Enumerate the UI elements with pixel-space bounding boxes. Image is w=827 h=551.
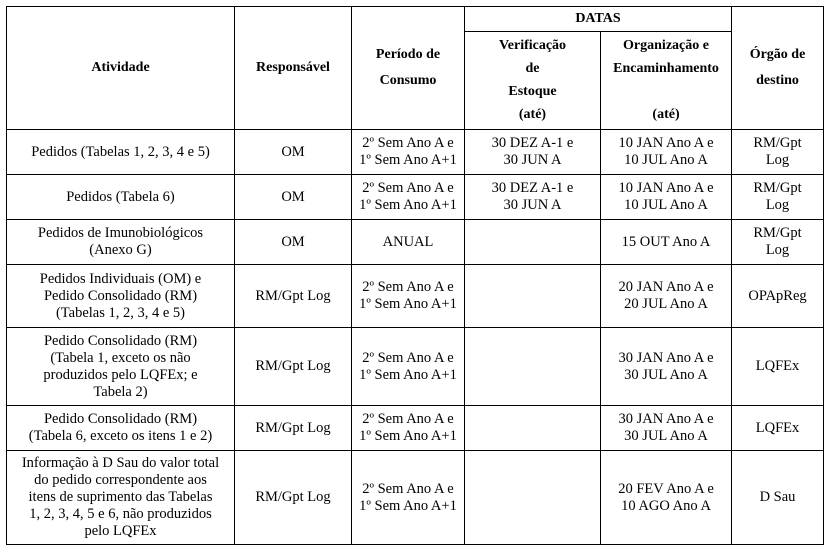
cell-periodo: ANUAL	[352, 220, 465, 265]
cell-responsavel: OM	[235, 130, 352, 175]
cell-organizacao: 30 JAN Ano A e 30 JUL Ano A	[601, 406, 732, 451]
cell-verificacao	[465, 265, 601, 328]
header-responsavel: Responsável	[235, 7, 352, 130]
cell-periodo: 2º Sem Ano A e 1º Sem Ano A+1	[352, 328, 465, 406]
cell-organizacao: 20 FEV Ano A e 10 AGO Ano A	[601, 451, 732, 545]
header-periodo: Período de Consumo	[352, 7, 465, 130]
cell-verificacao	[465, 220, 601, 265]
header-organizacao: Organização e Encaminhamento (até)	[601, 31, 732, 129]
table-row	[7, 130, 824, 175]
schedule-table	[6, 6, 824, 545]
cell-orgao: RM/Gpt Log	[732, 175, 824, 220]
cell-orgao: D Sau	[732, 451, 824, 545]
cell-responsavel: OM	[235, 220, 352, 265]
cell-orgao: RM/Gpt Log	[732, 220, 824, 265]
cell-verificacao	[465, 328, 601, 406]
table-row	[7, 265, 824, 328]
header-atividade: Atividade	[7, 7, 235, 130]
cell-responsavel: OM	[235, 175, 352, 220]
cell-periodo: 2º Sem Ano A e 1º Sem Ano A+1	[352, 130, 465, 175]
cell-verificacao	[465, 451, 601, 545]
table-row	[7, 406, 824, 451]
cell-responsavel: RM/Gpt Log	[235, 265, 352, 328]
cell-atividade: Pedidos (Tabelas 1, 2, 3, 4 e 5)	[7, 130, 235, 175]
cell-atividade: Pedidos (Tabela 6)	[7, 175, 235, 220]
cell-verificacao: 30 DEZ A-1 e 30 JUN A	[465, 175, 601, 220]
cell-orgao: LQFEx	[732, 406, 824, 451]
table-row	[7, 175, 824, 220]
cell-responsavel: RM/Gpt Log	[235, 406, 352, 451]
cell-organizacao: 30 JAN Ano A e 30 JUL Ano A	[601, 328, 732, 406]
cell-atividade: Pedidos de Imunobiológicos (Anexo G)	[7, 220, 235, 265]
cell-organizacao: 15 OUT Ano A	[601, 220, 732, 265]
cell-orgao: OPApReg	[732, 265, 824, 328]
cell-orgao: LQFEx	[732, 328, 824, 406]
cell-organizacao: 10 JAN Ano A e 10 JUL Ano A	[601, 175, 732, 220]
cell-periodo: 2º Sem Ano A e 1º Sem Ano A+1	[352, 451, 465, 545]
cell-organizacao: 10 JAN Ano A e 10 JUL Ano A	[601, 130, 732, 175]
table-row	[7, 328, 824, 406]
cell-orgao: RM/Gpt Log	[732, 130, 824, 175]
cell-periodo: 2º Sem Ano A e 1º Sem Ano A+1	[352, 175, 465, 220]
cell-verificacao: 30 DEZ A-1 e 30 JUN A	[465, 130, 601, 175]
cell-organizacao: 20 JAN Ano A e 20 JUL Ano A	[601, 265, 732, 328]
cell-periodo: 2º Sem Ano A e 1º Sem Ano A+1	[352, 265, 465, 328]
cell-responsavel: RM/Gpt Log	[235, 328, 352, 406]
cell-atividade: Pedido Consolidado (RM) (Tabela 6, exceto os itens 1 e 2)	[7, 406, 235, 451]
cell-atividade: Pedido Consolidado (RM) (Tabela 1, exceto os não produzidos pelo LQFEx; e Tabela 2)	[7, 328, 235, 406]
table-row	[7, 451, 824, 545]
cell-atividade: Informação à D Sau do valor total do pedido correspondente aos itens de suprimento das Tabelas 1, 2, 3, 4, 5 e 6, não produzidos pelo LQFEx	[7, 451, 235, 545]
header-verificacao: Verificação de Estoque (até)	[465, 31, 601, 129]
cell-verificacao	[465, 406, 601, 451]
cell-periodo: 2º Sem Ano A e 1º Sem Ano A+1	[352, 406, 465, 451]
table-row	[7, 220, 824, 265]
cell-responsavel: RM/Gpt Log	[235, 451, 352, 545]
header-datas: DATAS	[465, 7, 732, 32]
header-orgao: Órgão de destino	[732, 7, 824, 130]
cell-atividade: Pedidos Individuais (OM) e Pedido Consolidado (RM) (Tabelas 1, 2, 3, 4 e 5)	[7, 265, 235, 328]
